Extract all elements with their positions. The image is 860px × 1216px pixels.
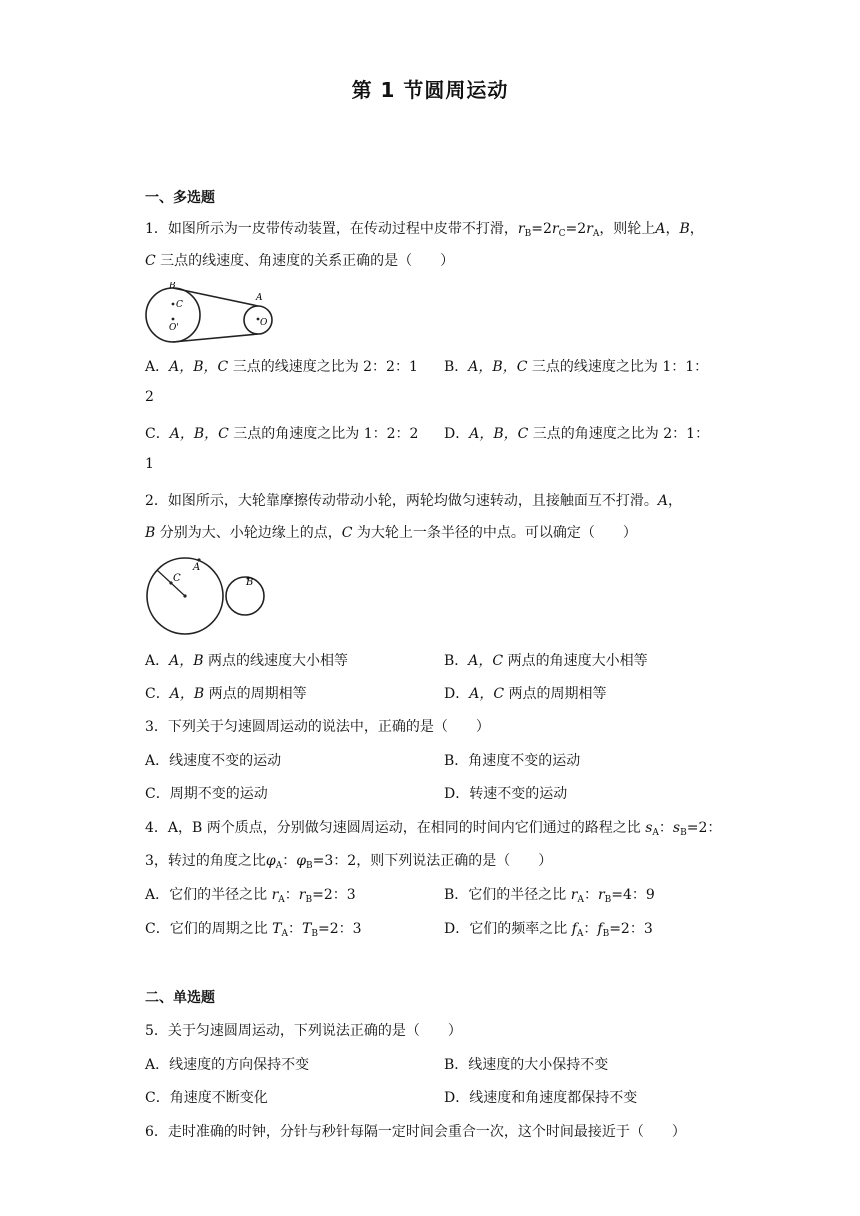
q1-option-d-wrap: 1	[145, 456, 154, 472]
point-label: C	[145, 253, 156, 269]
q2-option-c[interactable]	[145, 683, 307, 703]
point-o-dot	[257, 318, 260, 321]
r-symbol: r	[517, 221, 525, 237]
f-symbol: f	[571, 921, 577, 937]
question-1-stem-line2	[145, 250, 454, 270]
question-1-stem-line1	[145, 218, 704, 239]
q2-option-a[interactable]	[145, 650, 348, 670]
punct: ：	[282, 853, 297, 869]
q2-option-d[interactable]	[444, 683, 607, 703]
punct: ：	[583, 887, 598, 903]
q4-stem-text: =3：2，则下列说法正确的是（ ）	[312, 853, 553, 869]
q1-option-d[interactable]	[444, 423, 709, 443]
option-text: 三点的角速度之比为 1：2：2	[228, 426, 419, 442]
q5-option-b[interactable]: B．线速度的大小保持不变	[444, 1057, 609, 1073]
points-text: A，B，C	[169, 426, 229, 442]
label-o: O	[260, 318, 268, 328]
r-subscript: B	[604, 895, 612, 905]
points-text: A，B	[169, 653, 204, 669]
option-text: 两点的周期相等	[504, 686, 607, 702]
section-heading-multiple-choice: 一、多选题	[145, 190, 215, 206]
option-text: =4：9	[611, 887, 655, 903]
q3-option-d[interactable]: D．转速不变的运动	[444, 786, 568, 802]
r-subscript: A	[592, 229, 600, 239]
option-letter: D．	[444, 426, 470, 442]
punct: ：	[284, 887, 299, 903]
point-label: B	[679, 221, 690, 237]
small-wheel	[226, 577, 264, 615]
q2-option-b[interactable]	[444, 650, 648, 670]
q5-option-c[interactable]: C．角速度不断变化	[145, 1090, 268, 1106]
q4-option-a[interactable]	[145, 884, 356, 905]
label-b: B	[169, 282, 176, 291]
t-symbol: T	[272, 921, 282, 937]
q1-eq-text: =2	[565, 221, 587, 237]
points-text: A，C	[468, 653, 504, 669]
option-letter: A．	[145, 653, 170, 669]
t-subscript: B	[311, 929, 318, 939]
punct: ：	[583, 921, 598, 937]
r-symbol: r	[597, 887, 605, 903]
s-subscript: B	[680, 828, 687, 838]
r-symbol: r	[551, 221, 559, 237]
s-subscript: A	[652, 828, 659, 838]
section-heading-single-choice: 二、单选题	[145, 990, 215, 1006]
question-2-stem-line1	[145, 490, 682, 510]
s-symbol: s	[672, 820, 681, 836]
label-a: A	[193, 562, 201, 573]
r-symbol: r	[298, 887, 306, 903]
label-b: B	[246, 577, 254, 588]
q1-option-b-wrap: 2	[145, 389, 154, 405]
phi-symbol: φ	[265, 853, 276, 869]
point-c-dot	[172, 303, 175, 306]
t-symbol: T	[302, 921, 312, 937]
q1-option-c[interactable]	[145, 423, 418, 443]
large-wheel	[146, 288, 200, 342]
option-text: 三点的角速度之比为 2：1：	[528, 426, 710, 442]
question-5-stem: 5．关于匀速圆周运动，下列说法正确的是（ ）	[145, 1023, 462, 1039]
r-subscript: A	[577, 895, 584, 905]
belt-top	[173, 288, 258, 306]
question-4-stem-line2	[145, 850, 552, 871]
option-text: =2：3	[312, 887, 356, 903]
question-6-stem: 6．走时准确的时钟，分针与秒针每隔一定时间会重合一次，这个时间最接近于（ ）	[145, 1124, 686, 1140]
points-text: A，B	[169, 686, 205, 702]
r-subscript: B	[305, 895, 313, 905]
r-subscript: C	[558, 229, 566, 239]
point-label: A	[655, 221, 666, 237]
f-subscript: B	[602, 929, 610, 939]
option-text: 三点的线速度之比为 1：1：	[527, 359, 709, 375]
q2-stem-text: 分别为大、小轮边缘上的点，	[155, 525, 342, 541]
label-c: C	[176, 300, 183, 310]
q4-option-d[interactable]	[444, 918, 653, 939]
q4-stem-text: 4．A，B 两个质点，分别做匀速圆周运动，在相同的时间内它们通过的路程之比	[145, 820, 646, 836]
q3-option-b[interactable]: B．角速度不变的运动	[444, 753, 581, 769]
question-2-stem-line2	[145, 522, 637, 542]
f-subscript: A	[576, 929, 584, 939]
q5-option-d[interactable]: D．线速度和角速度都保持不变	[444, 1090, 638, 1106]
r-subscript: A	[278, 895, 285, 905]
page-title: 第 1 节圆周运动	[351, 78, 509, 102]
points-text: A，B，C	[468, 359, 528, 375]
option-text: B．它们的半径之比	[444, 887, 571, 903]
points-text: A，B，C	[469, 426, 529, 442]
q4-stem-text: =2：	[686, 820, 722, 836]
q4-option-c[interactable]	[145, 918, 362, 939]
q1-option-b[interactable]	[444, 356, 708, 376]
r-subscript: B	[524, 229, 532, 239]
r-symbol: r	[586, 221, 593, 237]
punct: ，	[689, 221, 704, 237]
q1-stem-text: 三点的线速度、角速度的关系正确的是（ ）	[155, 253, 455, 269]
option-text: D．它们的频率之比	[444, 921, 572, 937]
q1-stem-text: 1．如图所示为一皮带传动装置，在传动过程中皮带不打滑，	[145, 221, 518, 237]
label-o-prime: O'	[169, 323, 179, 333]
option-letter: B．	[444, 359, 469, 375]
q5-option-a[interactable]: A．线速度的方向保持不变	[145, 1057, 310, 1073]
belt-drive-figure	[143, 282, 278, 344]
q2-stem-text: 为大轮上一条半径的中点。可以确定（ ）	[352, 525, 637, 541]
point-label: A	[657, 493, 669, 509]
q2-stem-text: 2．如图所示，大轮靠摩擦传动带动小轮，两轮均做匀速转动，且接触面互不打滑。	[145, 493, 658, 509]
option-text: 三点的线速度之比为 2：2：1	[228, 359, 418, 375]
q3-option-c[interactable]: C．周期不变的运动	[145, 786, 268, 802]
point-label: C	[341, 525, 353, 541]
s-symbol: s	[645, 820, 653, 836]
option-text: =2：3	[317, 921, 362, 937]
option-text: 两点的角速度大小相等	[503, 653, 648, 669]
points-text: A，B，C	[169, 359, 229, 375]
q4-option-b[interactable]	[444, 884, 655, 905]
punct: ：	[288, 921, 303, 937]
q1-eq-text: =2	[531, 221, 552, 237]
option-letter: B．	[444, 653, 469, 669]
option-letter: C．	[145, 686, 170, 702]
friction-drive-figure	[143, 552, 273, 638]
q1-stem-text: ，则轮上	[599, 221, 656, 237]
option-text: 两点的周期相等	[204, 686, 307, 702]
option-text: 两点的线速度大小相等	[203, 653, 348, 669]
option-letter: A．	[145, 359, 170, 375]
label-a: A	[256, 293, 263, 303]
option-letter: C．	[145, 426, 170, 442]
question-3-stem: 3．下列关于匀速圆周运动的说法中，正确的是（ ）	[145, 719, 490, 735]
option-text: C．它们的周期之比	[145, 921, 273, 937]
q4-stem-text: 3，转过的角度之比	[145, 853, 266, 869]
t-subscript: A	[281, 929, 289, 939]
option-text: A．它们的半径之比	[145, 887, 272, 903]
point-o-prime-dot	[172, 318, 175, 321]
r-symbol: r	[271, 887, 279, 903]
phi-symbol: φ	[296, 853, 307, 869]
center-dot	[183, 594, 186, 597]
phi-subscript: A	[275, 861, 283, 871]
f-symbol: f	[597, 921, 603, 937]
punct: ，	[668, 493, 683, 509]
q3-option-a[interactable]: A．线速度不变的运动	[145, 753, 282, 769]
question-4-stem-line1	[145, 817, 721, 838]
punct: ：	[658, 820, 673, 836]
label-c: C	[173, 573, 181, 584]
point-label: B	[145, 525, 156, 541]
option-letter: D．	[444, 686, 470, 702]
r-symbol: r	[570, 887, 578, 903]
q1-option-a[interactable]	[145, 356, 418, 376]
punct: ，	[665, 221, 680, 237]
points-text: A，C	[469, 686, 505, 702]
option-text: =2：3	[609, 921, 653, 937]
phi-subscript: B	[306, 861, 313, 871]
